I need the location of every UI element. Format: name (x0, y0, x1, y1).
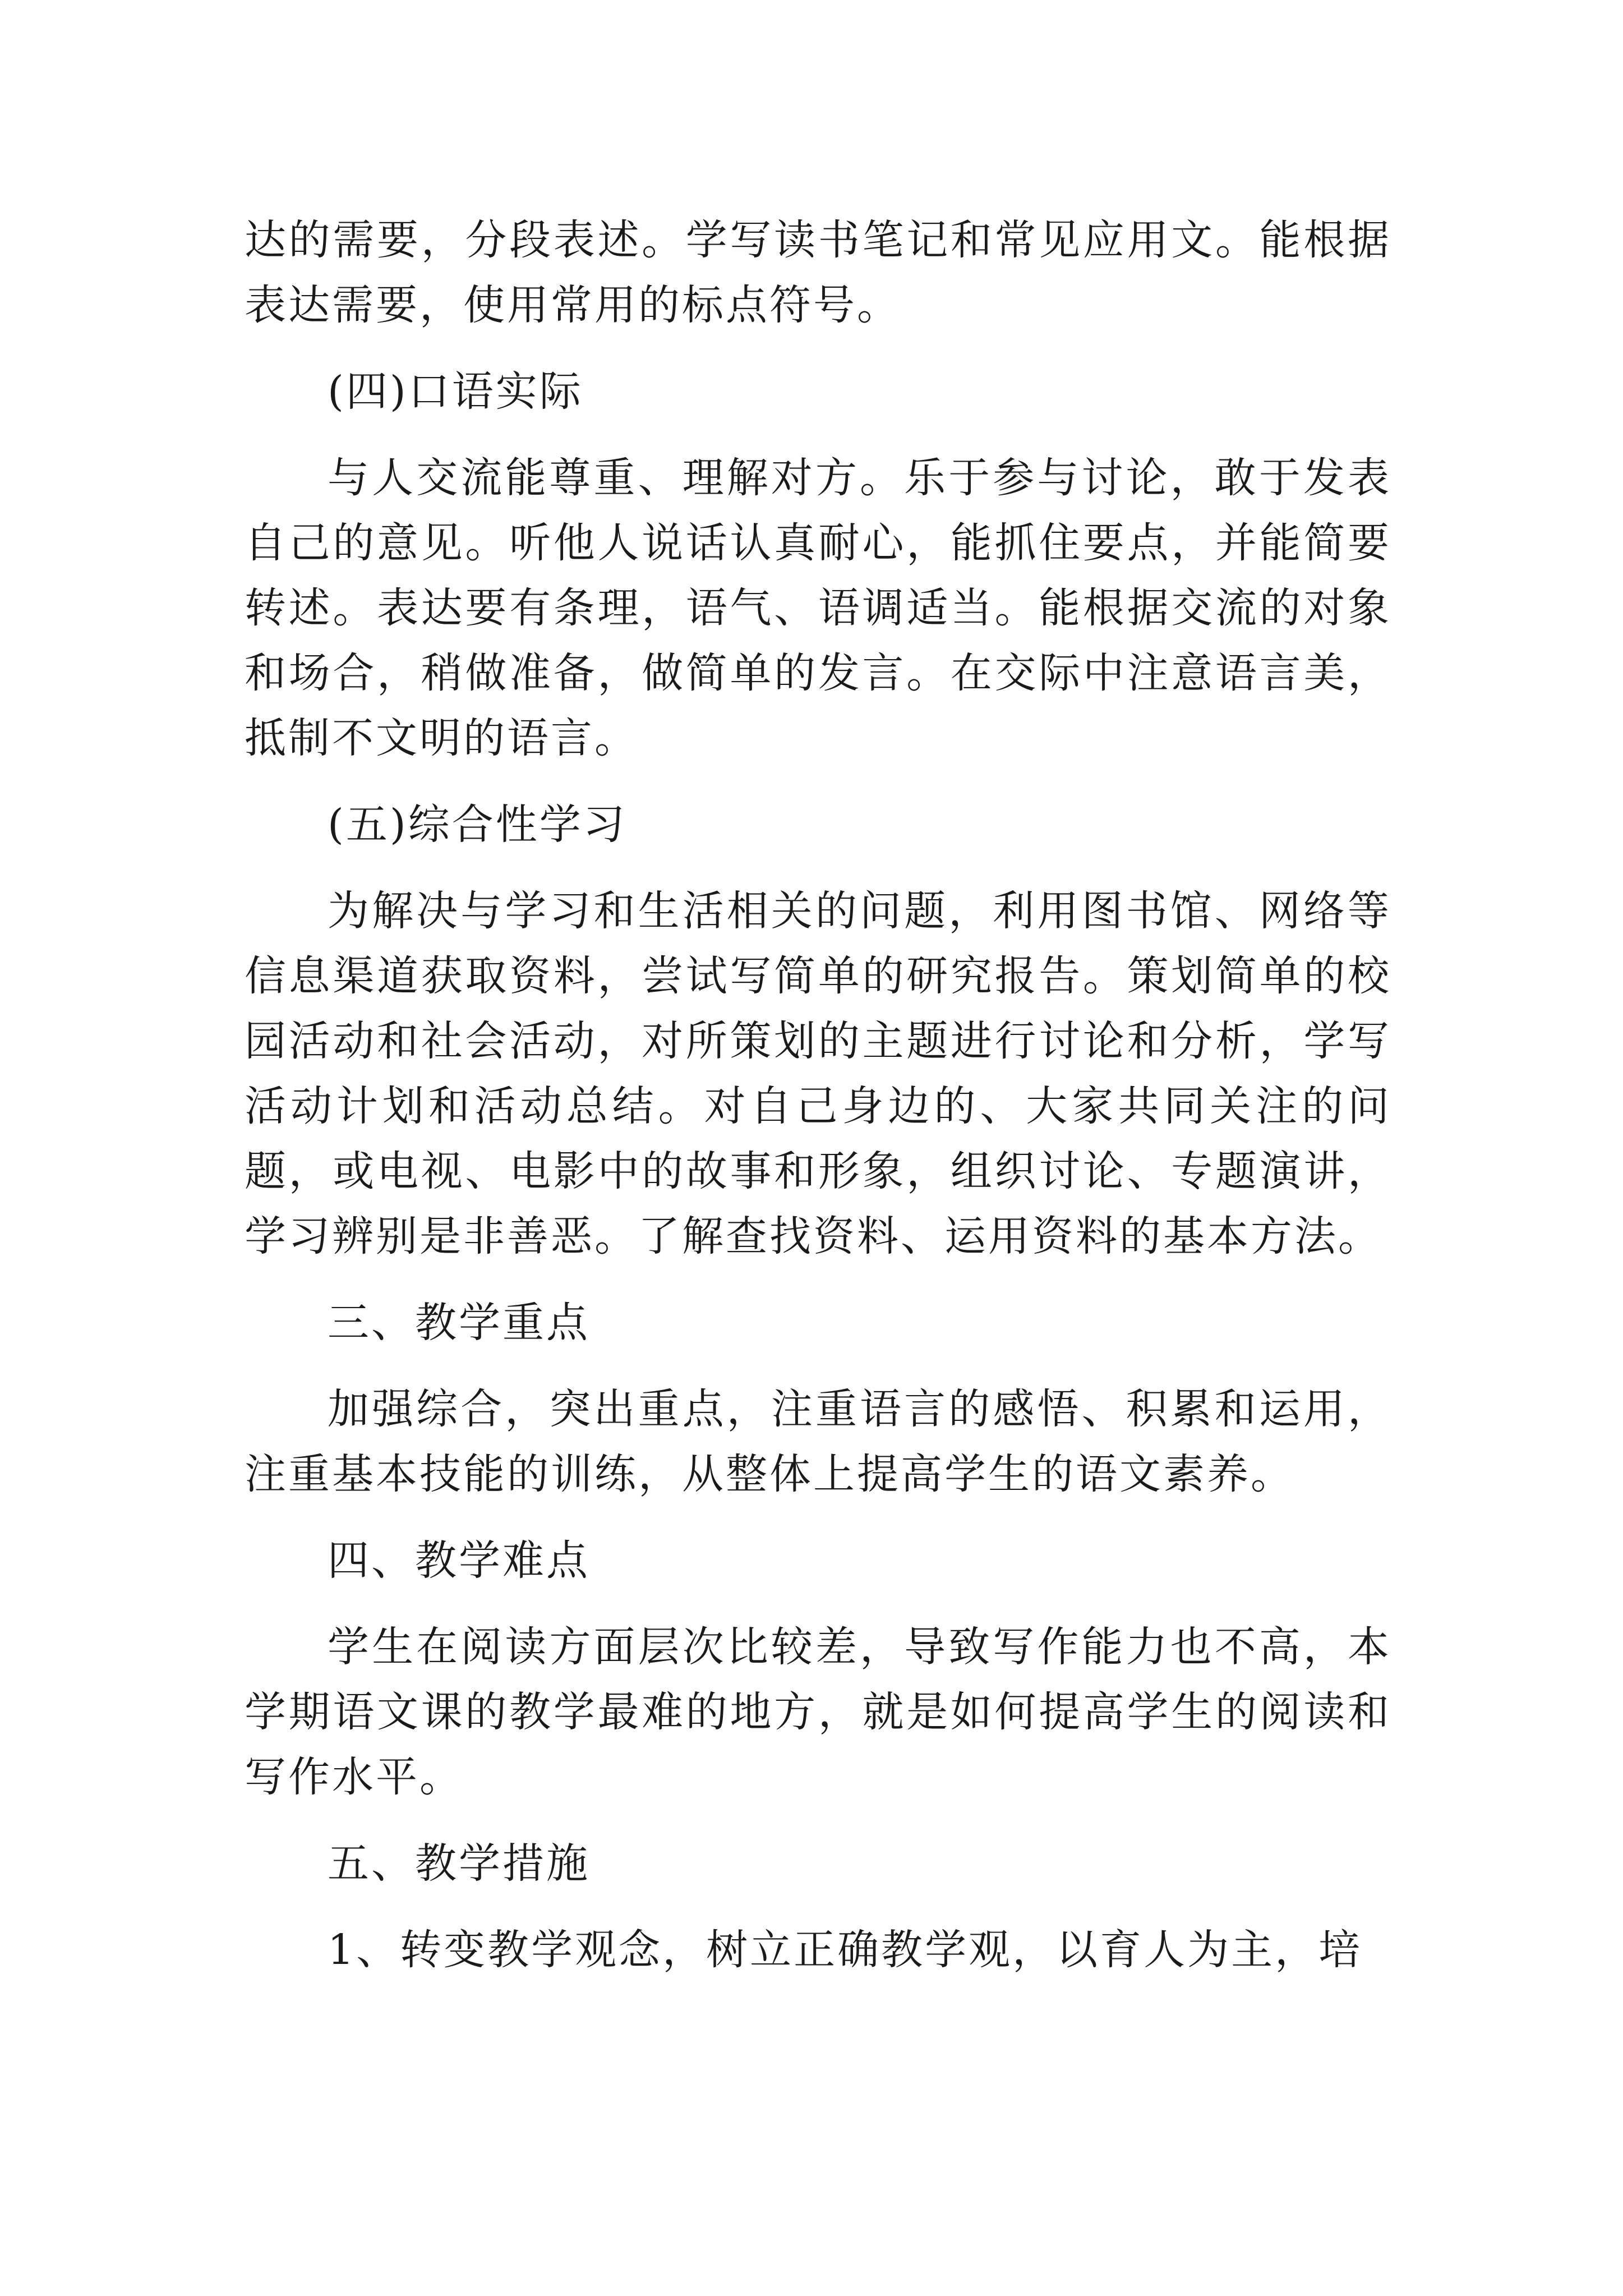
paragraph: 为解决与学习和生活相关的问题，利用图书馆、网络等信息渠道获取资料，尝试写简单的研究报告。策划简单的校园活动和社会活动，对所策划的主题进行讨论和分析，学写活动计划和活动总结。对自己身边的、大家共同关注的问题，或电视、电影中的故事和形象，组织讨论、专题演讲，学习辨别是非善恶。了解查找资料、运用资料的基本方法。 (245, 887, 1391, 1260)
section-heading: 三、教学重点 (328, 1299, 590, 1347)
paragraph: 学生在阅读方面层次比较差，导致写作能力也不高，本学期语文课的教学最难的地方，就是如何提高学生的阅读和写作水平。 (245, 1623, 1391, 1801)
paragraph: 1、转变教学观念，树立正确教学观，以育人为主，培 (328, 1926, 1363, 1974)
section-heading: 五、教学措施 (328, 1839, 590, 1888)
section-heading: (五)综合性学习 (328, 800, 627, 849)
paragraph: 加强综合，突出重点，注重语言的感悟、积累和运用，注重基本技能的训练，从整体上提高学生的语文素养。 (245, 1385, 1391, 1498)
section-heading: 四、教学难点 (328, 1536, 590, 1585)
paragraph: 与人交流能尊重、理解对方。乐于参与讨论，敢于发表自己的意见。听他人说话认真耐心，能抓住要点，并能简要转述。表达要有条理，语气、语调适当。能根据交流的对象和场合，稍做准备，做简单的发言。在交际中注意语言美，抵制不文明的语言。 (245, 454, 1391, 762)
paragraph: 达的需要，分段表述。学写读书笔记和常见应用文。能根据表达需要，使用常用的标点符号。 (245, 216, 1391, 329)
document-body (245, 208, 1391, 2004)
section-heading: (四)口语实际 (328, 367, 583, 416)
